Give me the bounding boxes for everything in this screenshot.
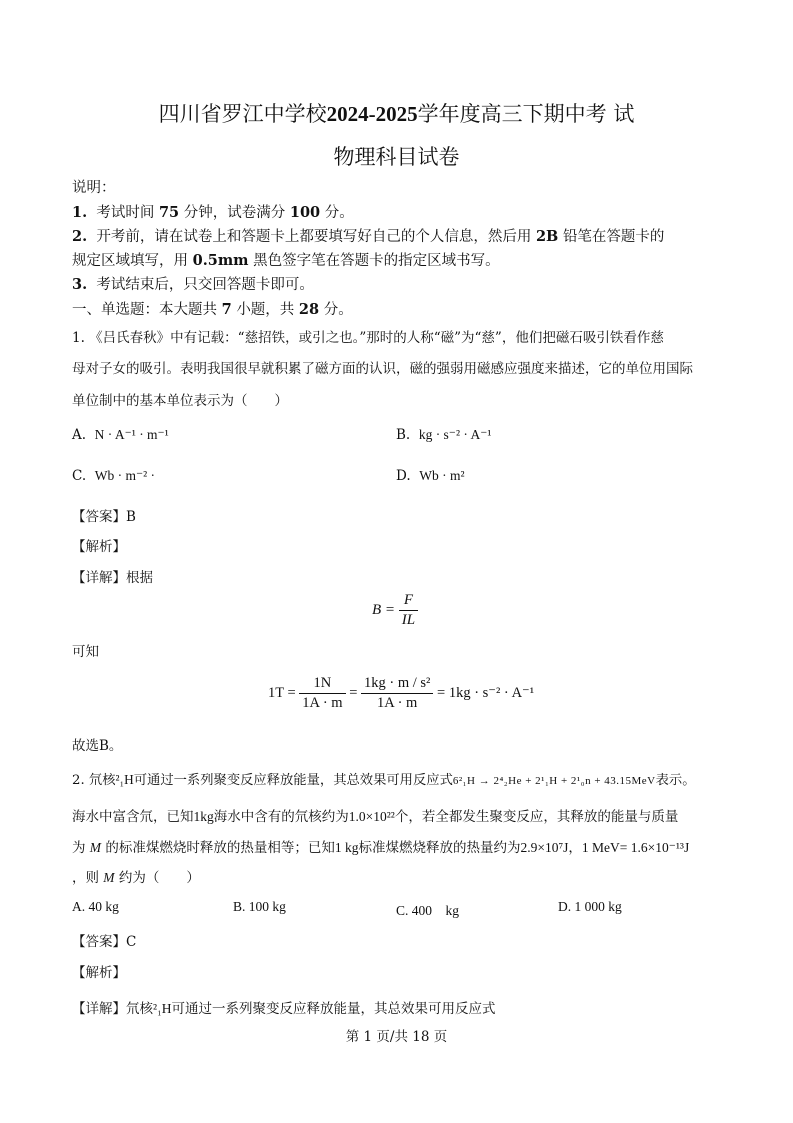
q1-kezhi: 可知 xyxy=(72,644,99,660)
formula-b-equals-f-over-il: B = $\frac{F}{IL}$ xyxy=(372,592,418,629)
formula-tesla-units: 1T = $\frac{1N}{1A \cdot m}$ = $\frac{\text{1kg · m / s²}}{1A \cdot m}$ = 1kg · s⁻² · A⁻¹ xyxy=(268,675,535,711)
q2-stem-line1: 2. 氘核²₁H可通过一系列聚变反应释放能量，其总效果可用反应式6²₁H → 2⁴₂He + 2¹₁H + 2¹₀n + 43.15MeV表示。 xyxy=(72,772,696,788)
q1-detail: 【详解】根据 xyxy=(72,570,153,586)
q1-stem-line2: 母对子女的吸引。表明我国很早就积累了磁方面的认识，磁的强弱用磁感应强度来描述，它的单位用国际 xyxy=(72,361,693,377)
instruction-1: 1. 考试时间 75 分钟，试卷满分 100 分。 xyxy=(72,204,354,221)
q1-stem-line1: 1. 《吕氏春秋》中有记载：“慈招铁，或引之也。”那时的人称“磁”为“慈”，他们把磁石吸引铁看作慈 xyxy=(72,330,664,346)
q1-stem-line3: 单位制中的基本单位表示为（ ） xyxy=(72,393,288,409)
q1-analysis-tag: 【解析】 xyxy=(72,539,126,555)
instructions-heading: 说明： xyxy=(72,180,116,196)
page-number: 第 1 页/共 18 页 xyxy=(345,1029,448,1045)
section-heading: 一、单选题：本大题共 7 小题，共 28 分。 xyxy=(72,301,353,318)
q2-answer: 【答案】C xyxy=(72,934,137,950)
q2-option-b: B. 100 kg xyxy=(233,899,286,914)
q2-stem-line2: 海水中富含氘，已知1kg海水中含有的氘核约为1.0×10²²个，若全都发生聚变反应，其释放的能量与质量 xyxy=(72,809,679,825)
instruction-2-line1: 2. 开考前，请在试卷上和答题卡上都要填写好自己的个人信息，然后用 2B 铅笔在答题卡的 xyxy=(72,228,665,245)
q1-option-a: A. N · A⁻¹ · m⁻¹ xyxy=(72,427,169,443)
q2-stem-line3: 为 M 的标准煤燃烧时释放的热量相等；已知1 kg标准煤燃烧释放的热量约为2.9×10⁷J，1 MeV= 1.6×10⁻¹³J xyxy=(72,840,690,856)
q1-option-d: D. Wb · m² xyxy=(396,468,465,484)
q2-stem-line4: ，则 M 约为（ ） xyxy=(72,870,200,886)
page-subtitle: 物理科目试卷 xyxy=(333,145,460,169)
q1-option-c: C. Wb · m⁻² · xyxy=(72,468,156,484)
q2-analysis-tag: 【解析】 xyxy=(72,965,126,981)
q2-option-d: D. 1 000 kg xyxy=(558,899,622,914)
q1-option-b: B. kg · s⁻² · A⁻¹ xyxy=(396,427,492,443)
q1-answer: 【答案】B xyxy=(72,509,136,525)
instruction-2-line2: 规定区域填写，用 0.5mm 黑色签字笔在答题卡的指定区域书写。 xyxy=(72,252,500,269)
q2-detail: 【详解】氘核²₁H可通过一系列聚变反应释放能量，其总效果可用反应式 xyxy=(72,1001,496,1017)
q2-option-a: A. 40 kg xyxy=(72,899,119,914)
q1-conclusion: 故选B。 xyxy=(72,738,123,754)
q2-option-c: C. 400 kg xyxy=(396,903,460,918)
page-title: 四川省罗江中学校2024-2025学年度高三下期中考 试 xyxy=(158,102,635,126)
instruction-3: 3. 考试结束后，只交回答题卡即可。 xyxy=(72,276,314,293)
